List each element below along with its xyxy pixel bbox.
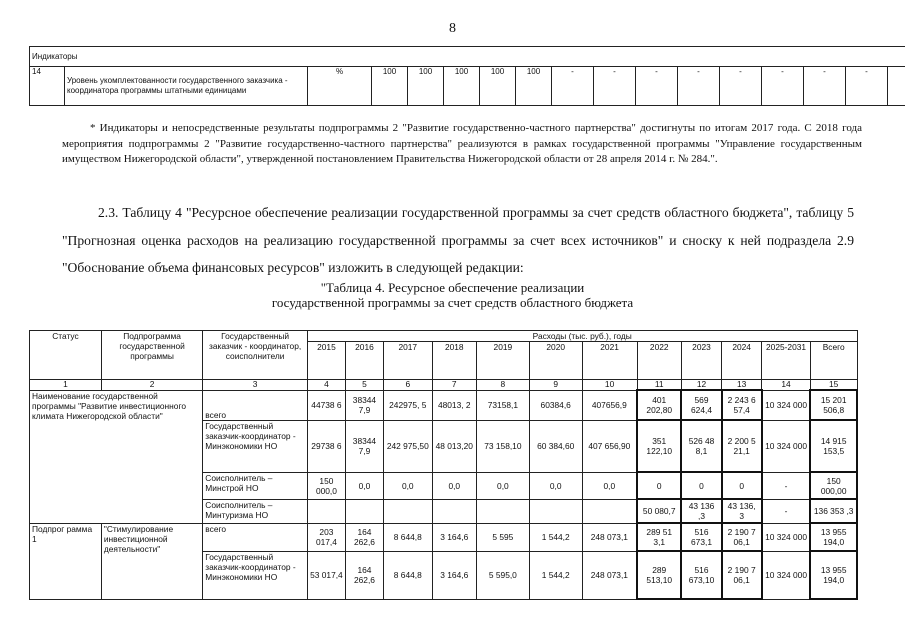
- table-cell: [383, 499, 432, 523]
- table-cell: 2 190 7 06,1: [722, 523, 762, 551]
- table-cell: 13 955 194,0: [810, 551, 857, 599]
- column-number: 1: [30, 380, 102, 391]
- table-cell: 15 201 506,8: [810, 390, 857, 420]
- header-year: 2024: [722, 342, 762, 380]
- table-cell: 164 262,6: [345, 551, 383, 599]
- indicator-value: -: [594, 67, 636, 106]
- table-cell: 10 324 000: [762, 390, 811, 420]
- table4-title-line2: государственной программы за счет средств областного бюджета: [271, 295, 634, 310]
- table-cell: 50 080,7: [637, 499, 681, 523]
- table4-title-line1: "Таблица 4. Ресурсное обеспечение реализации: [320, 280, 585, 295]
- table-row: [30, 523, 858, 551]
- table-cell: [529, 499, 582, 523]
- header-total: Всего: [810, 342, 857, 380]
- table-cell: 136 353 ,3: [810, 499, 857, 523]
- customer-label: Соисполнитель – Минстрой НО: [203, 472, 308, 499]
- table-cell: 43 136, 3: [722, 499, 762, 523]
- header-year: 2018: [432, 342, 476, 380]
- table-cell: 351 122,10: [637, 420, 681, 472]
- header-year: 2025-2031: [762, 342, 811, 380]
- column-number: 4: [307, 380, 345, 391]
- customer-label: всего: [203, 523, 308, 551]
- table-cell: 0,0: [476, 472, 529, 499]
- customer-label: Соисполнитель – Минтуризма НО: [203, 499, 308, 523]
- amendment-paragraph: [62, 199, 854, 282]
- table-cell: -: [762, 472, 811, 499]
- table-cell: 0: [637, 472, 681, 499]
- table-cell: 516 673,10: [681, 551, 721, 599]
- indicator-row: [30, 67, 905, 106]
- column-number: 15: [810, 380, 857, 391]
- table-cell: 0,0: [383, 472, 432, 499]
- table-cell: 248 073,1: [582, 523, 637, 551]
- amendment-text: 2.3. Таблицу 4 "Ресурсное обеспечение реализации государственной программы за счет средств областного бюджета", таблицу 5 "Прогнозная оценка расходов на реализацию государственной программы за счет всех источников" и сноску к ней подраздела 2.9 "Обоснование объема финансовых ресурсов" изложить в следующей редакции:: [62, 205, 854, 275]
- header-status: Статус: [30, 331, 102, 380]
- header-year: 2022: [637, 342, 681, 380]
- column-number: 13: [722, 380, 762, 391]
- page-number: 8: [449, 21, 456, 36]
- table-cell: [582, 499, 637, 523]
- indicator-value: 100: [444, 67, 480, 106]
- header-year: 2020: [529, 342, 582, 380]
- table-cell: 1 544,2: [529, 551, 582, 599]
- table-cell: 2 190 7 06,1: [722, 551, 762, 599]
- customer-label: Государственный заказчик-координатор - Минэкономики НО: [203, 420, 308, 472]
- indicators-section-label: Индикаторы: [30, 47, 905, 67]
- table-cell: 569 624,4: [681, 390, 721, 420]
- table-cell: 53 017,4: [307, 551, 345, 599]
- table-row: [30, 390, 858, 420]
- indicator-value: [888, 67, 905, 106]
- footnote: [62, 121, 862, 168]
- table-cell: -: [762, 499, 811, 523]
- table-cell: 60 384,60: [529, 420, 582, 472]
- column-number: 8: [476, 380, 529, 391]
- indicators-table: [29, 46, 905, 106]
- table-cell: 242 975,50: [383, 420, 432, 472]
- header-year: 2015: [307, 342, 345, 380]
- table-cell: 2 243 6 57,4: [722, 390, 762, 420]
- table-cell: 401 202,80: [637, 390, 681, 420]
- table-cell: 526 48 8,1: [681, 420, 721, 472]
- column-number: 14: [762, 380, 811, 391]
- table-cell: 516 673,1: [681, 523, 721, 551]
- table-cell: 407 656,90: [582, 420, 637, 472]
- table4-title: [0, 280, 905, 310]
- table-cell: 150 000,0: [307, 472, 345, 499]
- table-cell: 407656,9: [582, 390, 637, 420]
- table-cell: 3 164,6: [432, 523, 476, 551]
- column-number: 5: [345, 380, 383, 391]
- table-cell: 289 51 3,1: [637, 523, 681, 551]
- indicator-name: Уровень укомплектованности государственного заказчика - координатора программы штатными единицами: [65, 67, 308, 106]
- header-expenses: Расходы (тыс. руб.), годы: [307, 331, 857, 342]
- indicator-value: -: [720, 67, 762, 106]
- table-cell: 0,0: [582, 472, 637, 499]
- table-cell: 8 644,8: [383, 551, 432, 599]
- table-cell: 29738 6: [307, 420, 345, 472]
- column-number: 9: [529, 380, 582, 391]
- table-cell: [476, 499, 529, 523]
- header-year: 2023: [681, 342, 721, 380]
- program-name: Наименование государственной программы "Развитие инвестиционного климата Нижегородской области": [30, 390, 203, 523]
- header-subprogram: Подпрограмма государственной программы: [101, 331, 202, 380]
- indicator-value: 100: [408, 67, 444, 106]
- table-cell: 10 324 000: [762, 523, 811, 551]
- indicator-value: -: [552, 67, 594, 106]
- table-cell: 73 158,10: [476, 420, 529, 472]
- indicator-value: -: [762, 67, 804, 106]
- indicator-value: 100: [372, 67, 408, 106]
- table-cell: 0,0: [529, 472, 582, 499]
- subprogram-name: "Стимулирование инвестиционной деятельности": [101, 523, 202, 599]
- indicator-unit: %: [308, 67, 372, 106]
- table-cell: 248 073,1: [582, 551, 637, 599]
- header-year: 2016: [345, 342, 383, 380]
- table-cell: 60384,6: [529, 390, 582, 420]
- table-cell: 14 915 153,5: [810, 420, 857, 472]
- customer-label: всего: [203, 390, 308, 420]
- header-year: 2021: [582, 342, 637, 380]
- indicator-number: 14: [30, 67, 65, 106]
- header-year: 2019: [476, 342, 529, 380]
- table-cell: 73158,1: [476, 390, 529, 420]
- indicator-value: 100: [480, 67, 516, 106]
- table-cell: 242975, 5: [383, 390, 432, 420]
- table-cell: 13 955 194,0: [810, 523, 857, 551]
- table-cell: 48013, 2: [432, 390, 476, 420]
- table-cell: 10 324 000: [762, 551, 811, 599]
- column-number: 7: [432, 380, 476, 391]
- table-cell: 43 136 ,3: [681, 499, 721, 523]
- indicator-value: -: [804, 67, 846, 106]
- column-number: 12: [681, 380, 721, 391]
- header-customer: Государственный заказчик - координатор, соисполнители: [203, 331, 308, 380]
- column-number: 10: [582, 380, 637, 391]
- table-cell: 0: [681, 472, 721, 499]
- table-cell: [345, 499, 383, 523]
- table-cell: 5 595,0: [476, 551, 529, 599]
- table-cell: 38344 7,9: [345, 390, 383, 420]
- table-cell: 2 200 5 21,1: [722, 420, 762, 472]
- indicator-value: -: [636, 67, 678, 106]
- table-cell: 10 324 000: [762, 420, 811, 472]
- indicator-value: -: [678, 67, 720, 106]
- table-cell: 164 262,6: [345, 523, 383, 551]
- indicator-value: 100: [516, 67, 552, 106]
- table-cell: 150 000,00: [810, 472, 857, 499]
- table-cell: 289 513,10: [637, 551, 681, 599]
- footnote-text: * Индикаторы и непосредственные результаты подпрограммы 2 "Развитие государственно-частного партнерства" достигнуты по итогам 2017 года. С 2018 года мероприятия подпрограммы 2 "Развитие государственно-частного партнерства" реализуются в рамках государственной программы "Управление государственным имуществом Нижегородской области", утвержденной постановлением Правительства Нижегородской области от 28 апреля 2014 г. № 284.".: [62, 122, 862, 166]
- table-cell: 0: [722, 472, 762, 499]
- table-cell: 0,0: [345, 472, 383, 499]
- header-year: 2017: [383, 342, 432, 380]
- table-cell: 3 164,6: [432, 551, 476, 599]
- table-cell: 1 544,2: [529, 523, 582, 551]
- table-cell: 0,0: [432, 472, 476, 499]
- customer-label: Государственный заказчик-координатор - Минэкономики НО: [203, 551, 308, 599]
- table-cell: 5 595: [476, 523, 529, 551]
- table-cell: [307, 499, 345, 523]
- table-cell: 203 017,4: [307, 523, 345, 551]
- column-number: 2: [101, 380, 202, 391]
- column-number: 11: [637, 380, 681, 391]
- column-number: 6: [383, 380, 432, 391]
- table-cell: 38344 7,9: [345, 420, 383, 472]
- table-cell: 44738 6: [307, 390, 345, 420]
- indicator-value: -: [846, 67, 888, 106]
- table4-resource-provision: [29, 330, 858, 600]
- column-number: 3: [203, 380, 308, 391]
- subprogram-status: Подпрог рамма 1: [30, 523, 102, 599]
- table-cell: 8 644,8: [383, 523, 432, 551]
- table-cell: 48 013,20: [432, 420, 476, 472]
- table-cell: [432, 499, 476, 523]
